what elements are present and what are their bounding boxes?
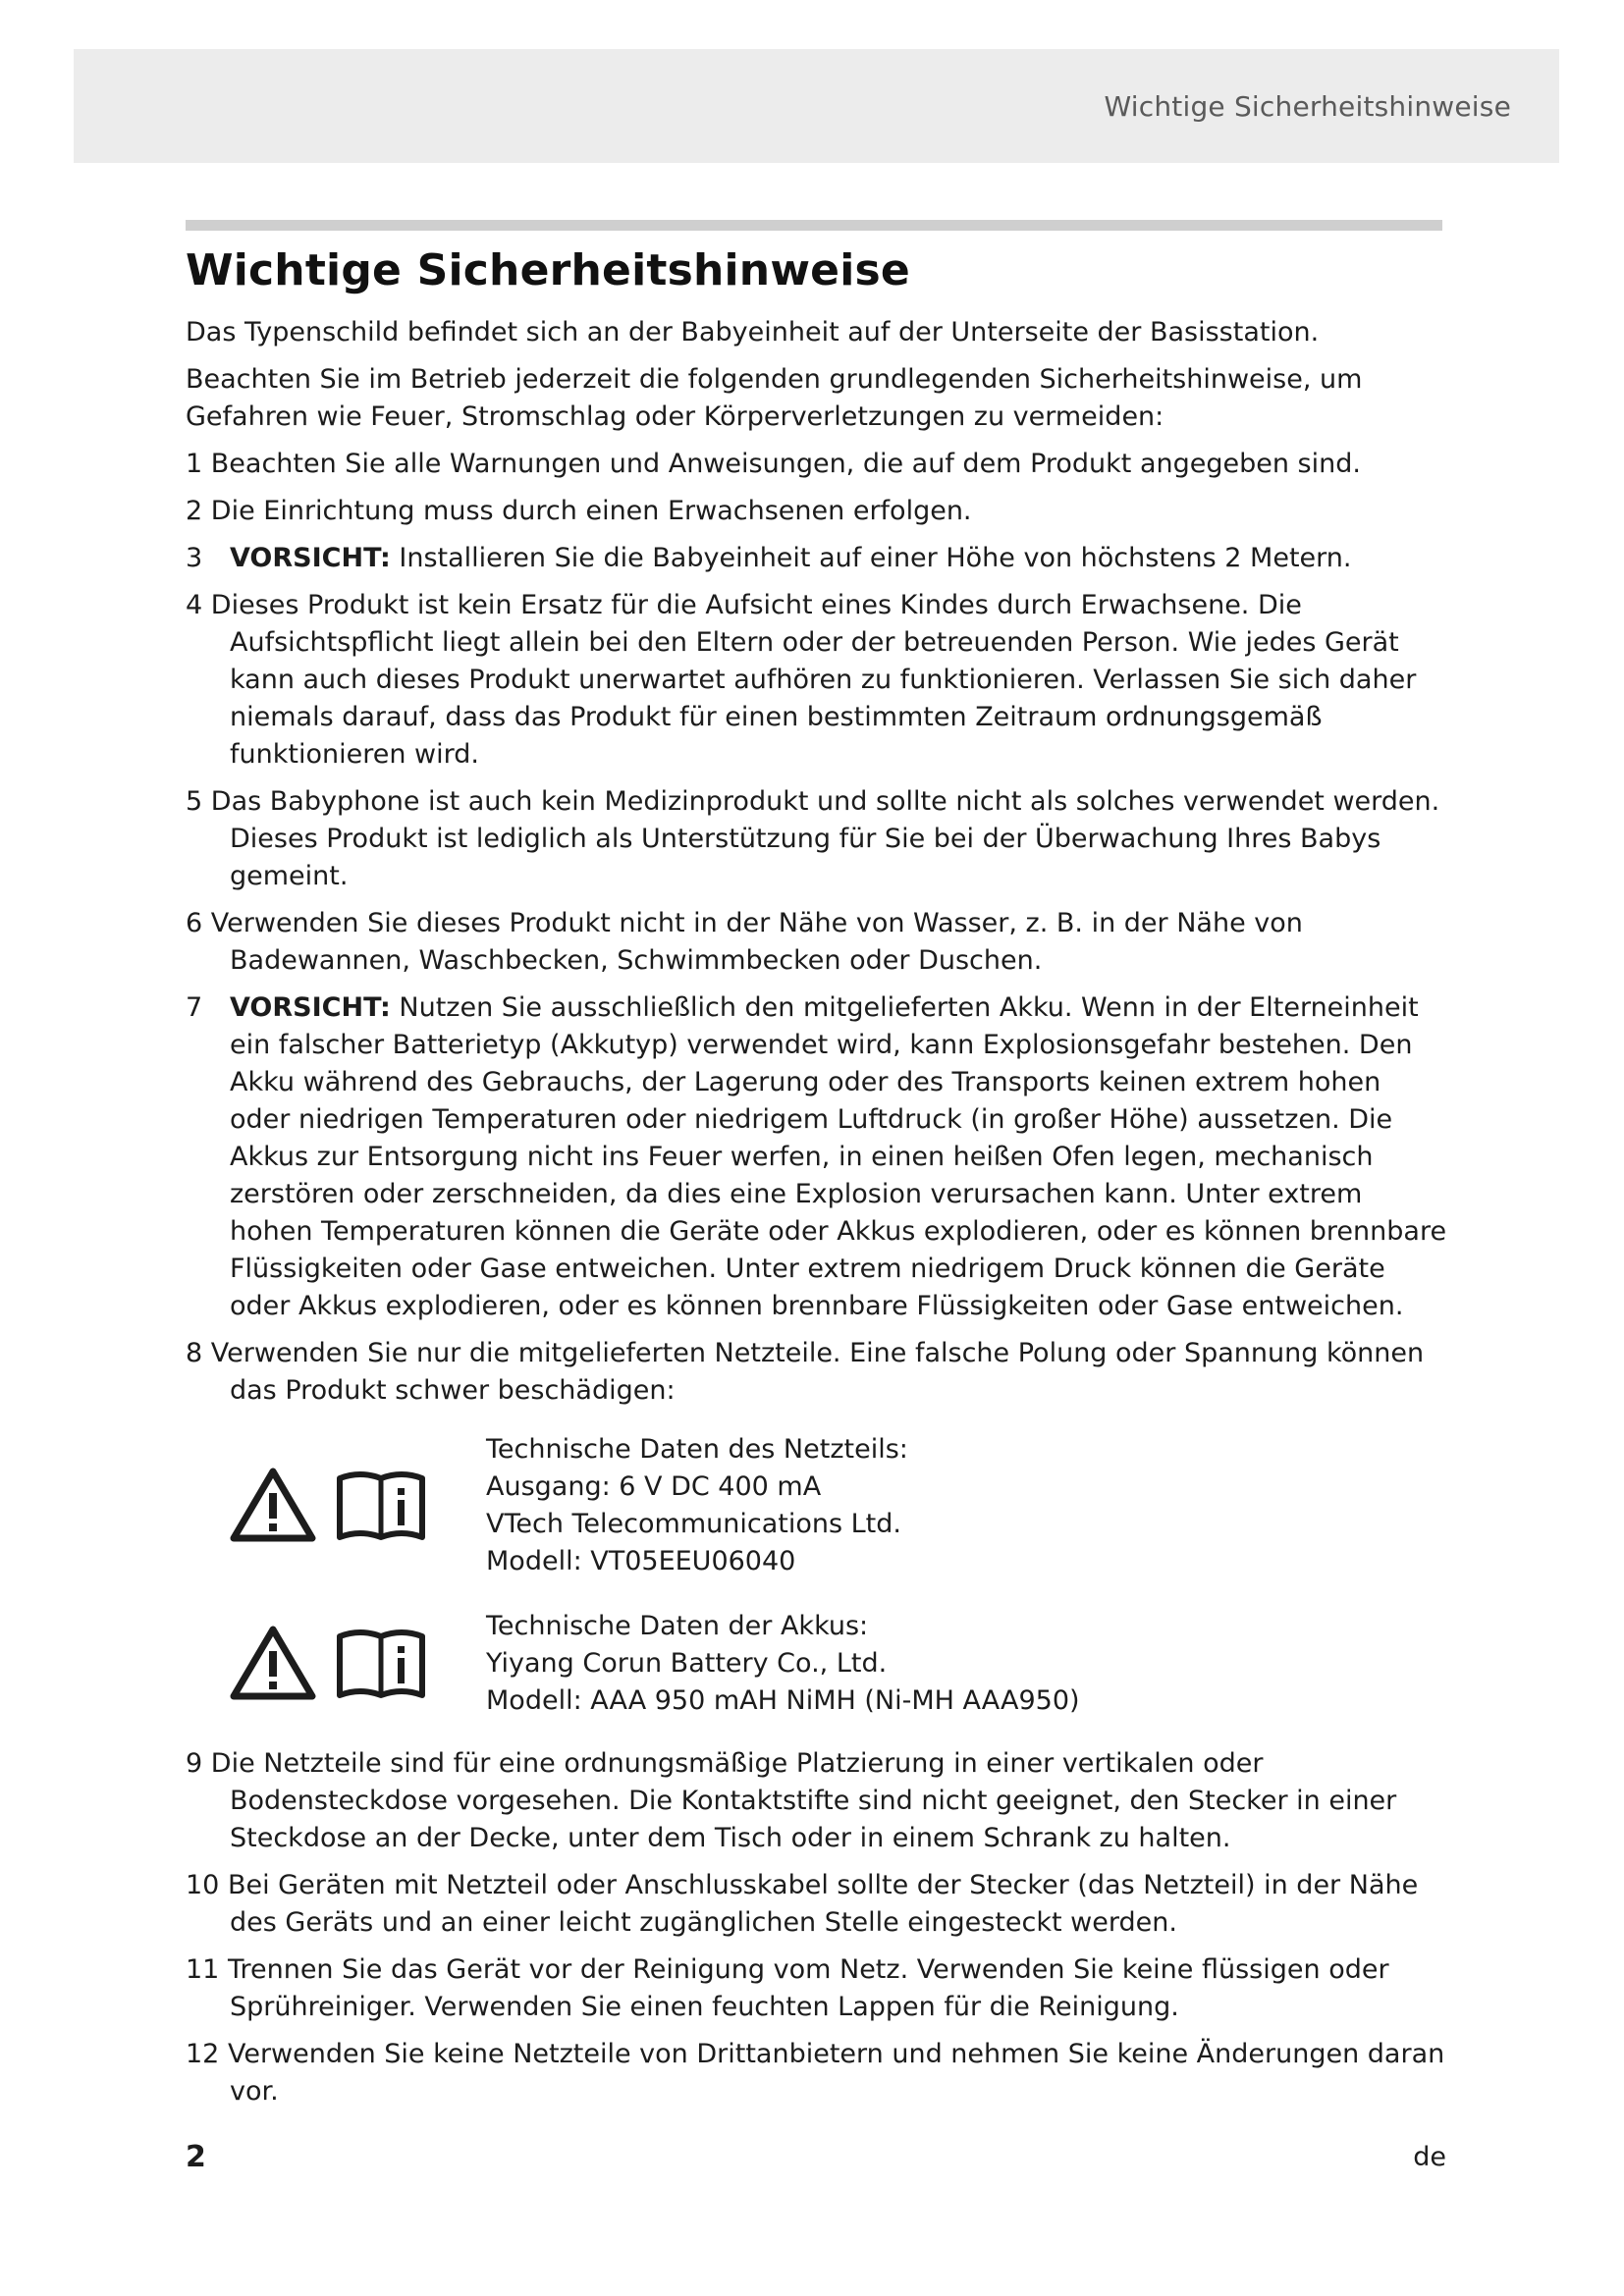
safety-item-2: 2 Die Einrichtung muss durch einen Erwachsenen erfolgen. [186,496,972,526]
warning-triangle-icon [229,1624,317,1702]
title-rule [186,220,1442,231]
intro-paragraph-1: Das Typenschild befindet sich an der Babyeinheit auf der Unterseite der Basisstation. [186,317,1320,347]
page-number: 2 [186,2140,206,2174]
intro-paragraph-2: Beachten Sie im Betrieb jederzeit die folgenden grundlegenden Sicherheitshinweise, um Gefahren wie Feuer, Stromschlag oder Körperverletzungen zu vermeiden: [186,364,1363,432]
caution-label: VORSICHT: [230,543,391,573]
spec-text-power-adapter: Technische Daten des Netzteils: Ausgang: 6 V DC 400 mA VTech Telecommunications Ltd. Modell: VT05EEU06040 [486,1434,908,1576]
running-header-title: Wichtige Sicherheitshinweise [1104,90,1511,123]
technical-specs [186,1429,1447,1720]
safety-item-6: 6 Verwenden Sie dieses Produkt nicht in der Nähe von Wasser, z. B. in der Nähe von Badewannen, Waschbecken, Schwimmbecken oder Duschen. [186,908,1303,976]
warning-triangle-icon [229,1466,317,1544]
spec-block-battery [186,1606,1447,1720]
safety-item-3: 3 VORSICHT: Installieren Sie die Babyeinheit auf einer Höhe von höchstens 2 Metern. [186,543,1352,573]
language-code: de [1413,2142,1446,2172]
spec-icons [186,1429,486,1580]
content-body [186,314,1447,2120]
safety-item-5: 5 Das Babyphone ist auch kein Medizinprodukt und sollte nicht als solches verwendet werden. Dieses Produkt ist lediglich als Unterstützung für Sie bei der Überwachung Ihres Babys gemeint. [186,786,1440,891]
page-title: Wichtige Sicherheitshinweise [186,245,910,295]
manual-info-icon [335,1467,427,1543]
safety-item-10: 10 Bei Geräten mit Netzteil oder Anschlusskabel sollte der Stecker (das Netzteil) in der Nähe des Geräts und an einer leicht zugänglichen Stelle eingesteckt werden. [186,1870,1419,1938]
caution-label: VORSICHT: [230,992,391,1023]
safety-item-12: 12 Verwenden Sie keine Netzteile von Drittanbietern und nehmen Sie keine Änderungen daran vor. [186,2039,1445,2107]
spec-icons [186,1606,486,1720]
safety-item-11: 11 Trennen Sie das Gerät vor der Reinigung vom Netz. Verwenden Sie keine flüssigen oder Sprühreiniger. Verwenden Sie einen feuchten Lappen für die Reinigung. [186,1954,1389,2022]
safety-item-9: 9 Die Netzteile sind für eine ordnungsmäßige Platzierung in einer vertikalen oder Bodensteckdose vorgesehen. Die Kontaktstifte sind nicht geeignet, den Stecker in einer Steckdose an der Decke, unter dem Tisch oder in einem Schrank zu halten. [186,1748,1397,1853]
spec-text-battery: Technische Daten der Akkus: Yiyang Corun Battery Co., Ltd. Modell: AAA 950 mAH NiMH (Ni-MH AAA950) [486,1611,1080,1716]
safety-item-8: 8 Verwenden Sie nur die mitgelieferten Netzteile. Eine falsche Polung oder Spannung können das Produkt schwer beschädigen: [186,1338,1425,1406]
safety-item-4: 4 Dieses Produkt ist kein Ersatz für die Aufsicht eines Kindes durch Erwachsene. Die Aufsichtspflicht liegt allein bei den Eltern oder der betreuenden Person. Wie jedes Gerät kann auch dieses Produkt unerwartet aufhören zu funktionieren. Verlassen Sie sich daher niemals darauf, dass das Produkt für einen bestimmten Zeitraum ordnungsgemäß funktionieren wird. [186,590,1417,770]
manual-info-icon [335,1625,427,1701]
safety-item-7: 7 VORSICHT: Nutzen Sie ausschließlich den mitgelieferten Akku. Wenn in der Elterneinheit ein falscher Batterietyp (Akkutyp) verwendet wird, kann Explosionsgefahr bestehen. Den Akku während des Gebrauchs, der Lagerung oder des Transports keinen extrem hohen oder niedrigen Temperaturen oder niedrigem Luftdruck (in großer Höhe) aussetzen. Die Akkus zur Entsorgung nicht ins Feuer werfen, in einen heißen Ofen legen, mechanisch zerstören oder zerschneiden, da dies eine Explosion verursachen kann. Unter extrem hohen Temperaturen können die Geräte oder Akkus explodieren, oder es können brennbare Flüssigkeiten oder Gase entweichen. Unter extrem niedrigem Druck können die Geräte oder Akkus explodieren, oder es können brennbare Flüssigkeiten oder Gase entweichen. [186,992,1447,1321]
spec-block-power-adapter [186,1429,1447,1580]
safety-item-1: 1 Beachten Sie alle Warnungen und Anweisungen, die auf dem Produkt angegeben sind. [186,449,1361,479]
